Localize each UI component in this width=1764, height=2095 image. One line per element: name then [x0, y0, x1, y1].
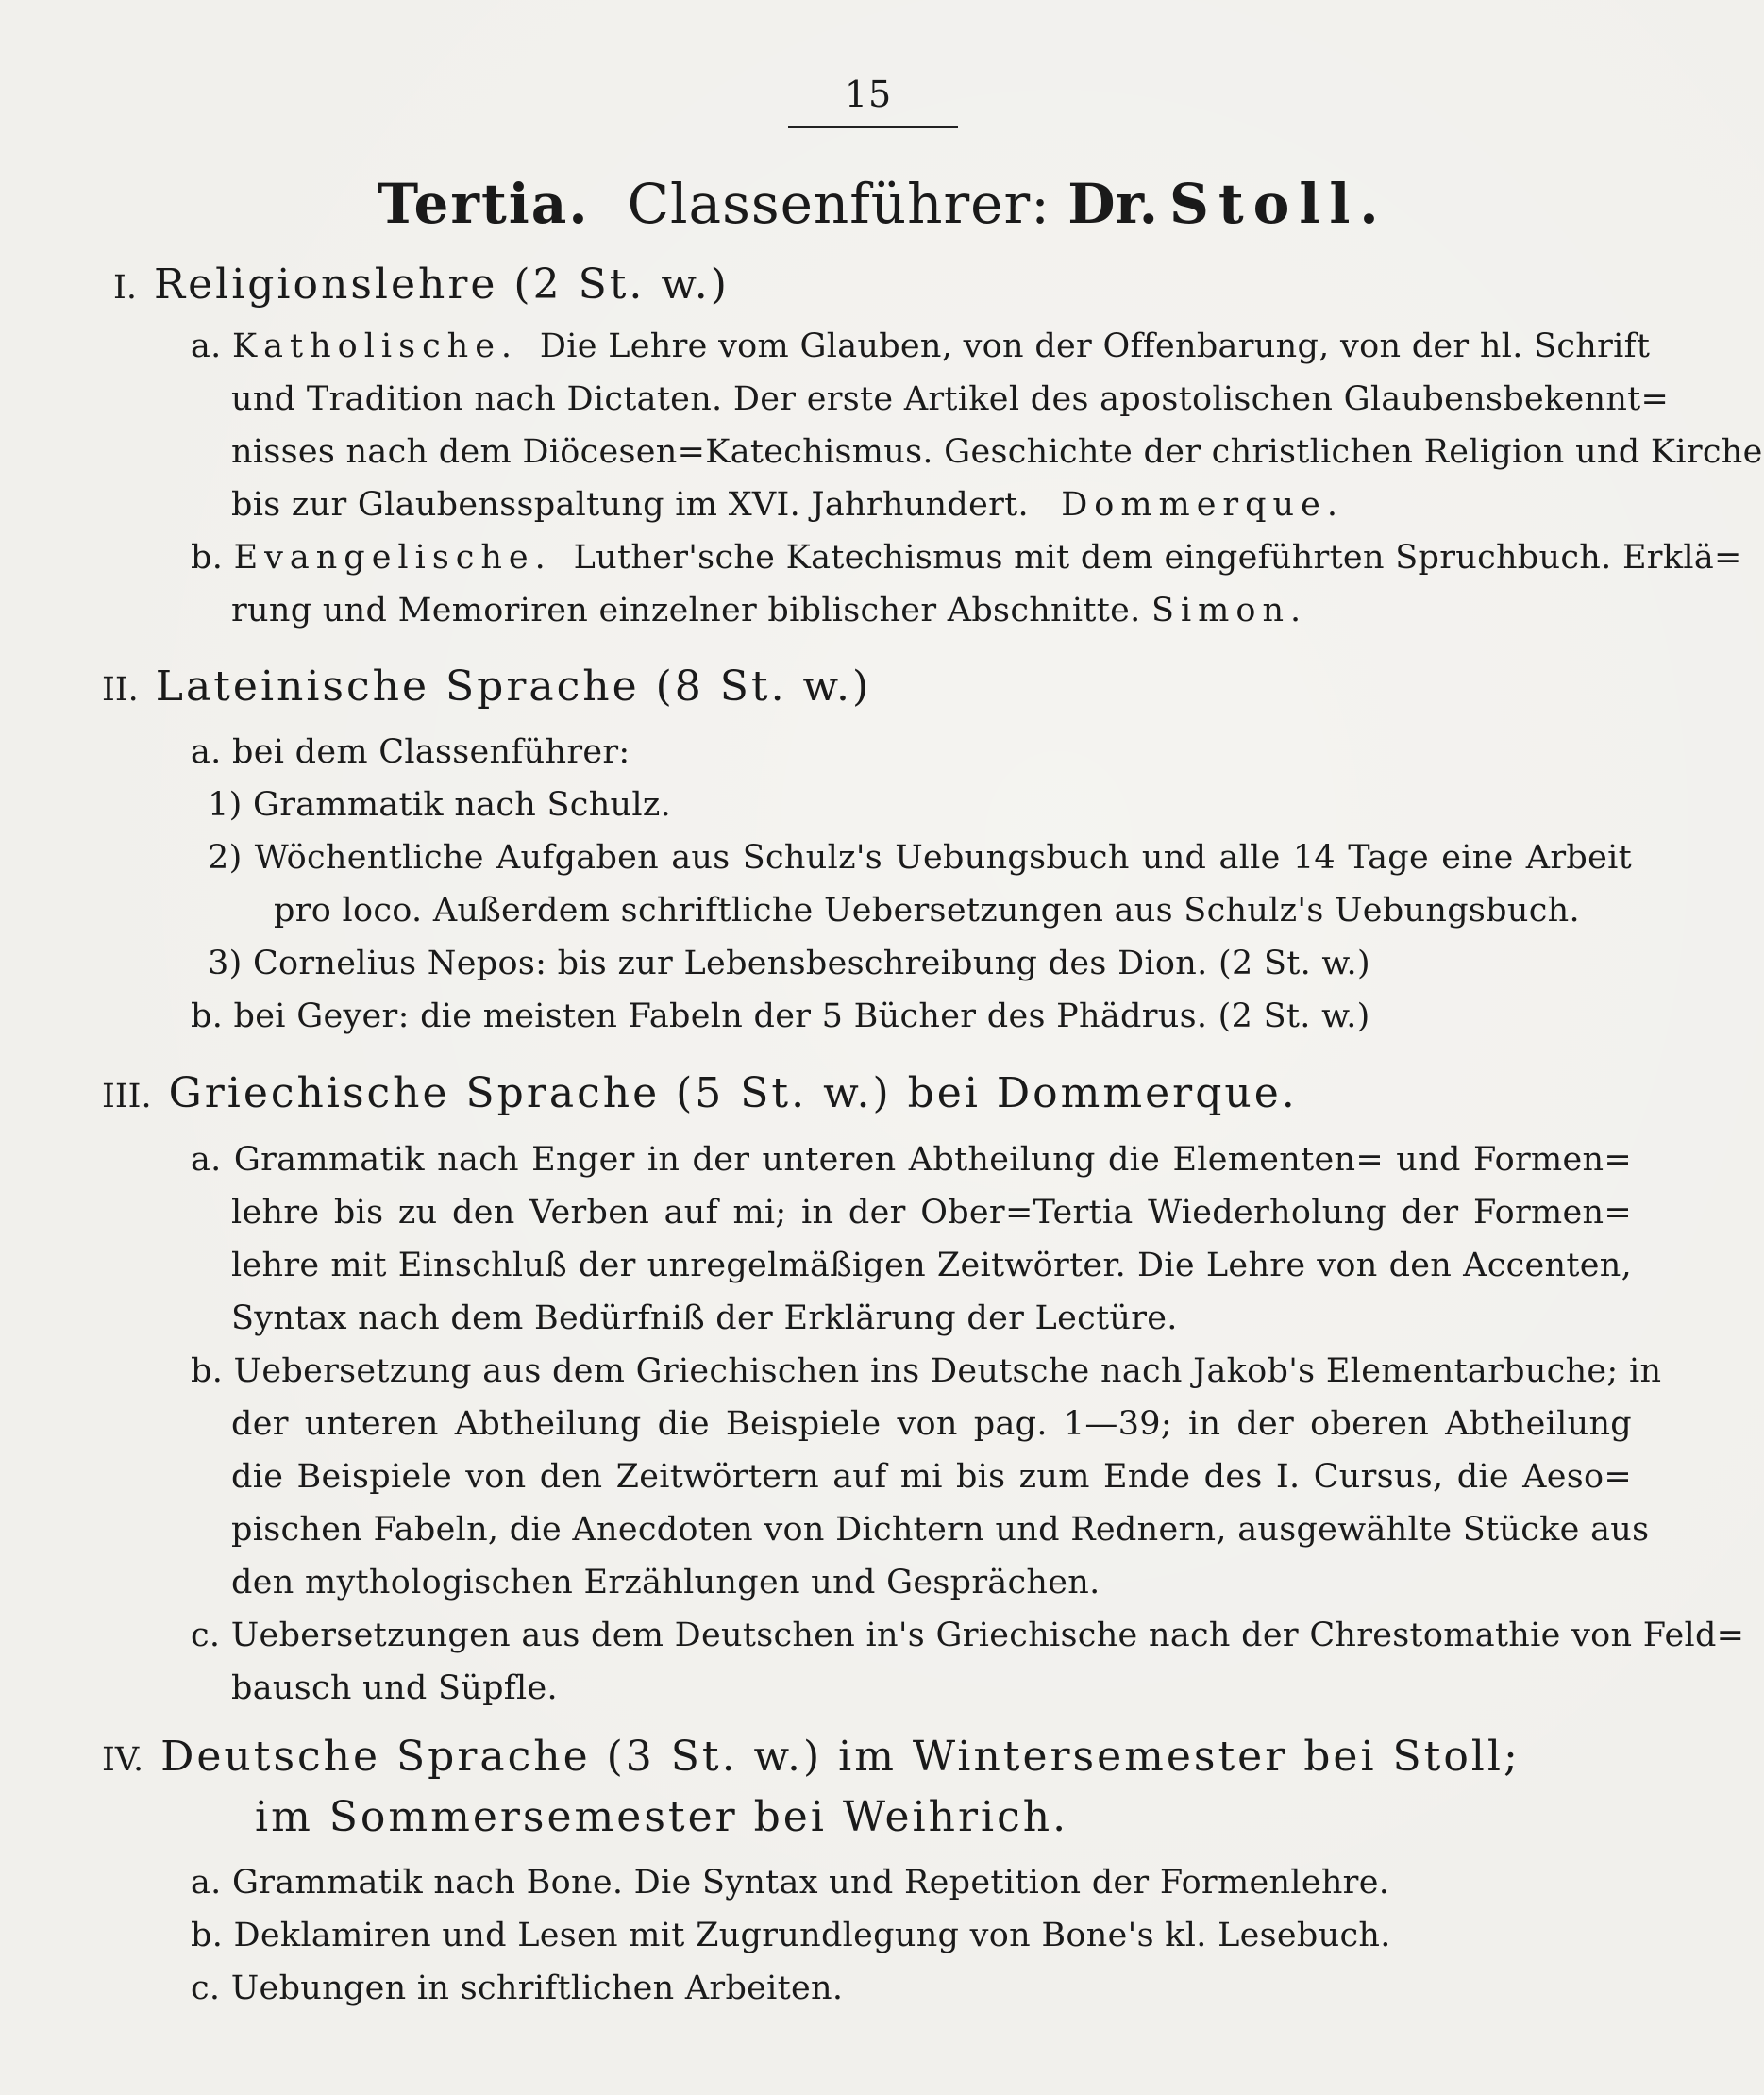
section-title: Lateinische Sprache (8 St. w.) [155, 662, 872, 711]
list-item-continuation: pro loco. Außerdem schriftliche Uebersetzungen aus Schulz's Uebungsbuch. [274, 892, 1580, 930]
section-number: III. [102, 1078, 152, 1115]
class-name: Tertia. [378, 172, 590, 236]
section-heading-continuation: im Sommersemester bei Weihrich. [255, 1793, 1069, 1841]
paragraph-line: bis zur Glaubensspaltung im XVI. Jahrhundert. Dommerque. [231, 486, 1344, 524]
paragraph-line: b. Evangelische. Luther'sche Katechismus mit dem eingeführten Spruchbuch. Erklä= [191, 539, 1742, 577]
paragraph-line: der unteren Abtheilung die Beispiele von pag. 1—39; in der oberen Abtheilung [231, 1405, 1632, 1443]
paragraph-line: den mythologischen Erzählungen und Gesprächen. [231, 1564, 1100, 1601]
class-heading [378, 172, 1416, 236]
paragraph-line: b. Deklamiren und Lesen mit Zugrundlegung von Bone's kl. Lesebuch. [191, 1917, 1391, 1954]
section-heading-religion [113, 260, 730, 312]
paragraph-line: c. Uebungen in schriftlichen Arbeiten. [191, 1969, 844, 2007]
section-number: II. [102, 671, 139, 709]
section-title: Griechische Sprache (5 St. w.) bei Dommerque. [168, 1069, 1298, 1117]
subsection-label: Evangelische. [233, 539, 552, 577]
teacher-name: Simon. [1151, 592, 1308, 629]
paragraph-line: pischen Fabeln, die Anecdoten von Dichtern und Rednern, ausgewählte Stücke aus [231, 1511, 1650, 1549]
paragraph-line: b. Uebersetzung aus dem Griechischen ins Deutsche nach Jakob's Elementarbuche; in [191, 1352, 1662, 1390]
page-number-rule [788, 126, 958, 128]
paragraph-line: nisses nach dem Diöcesen=Katechismus. Geschichte der christlichen Religion und Kirche [231, 433, 1763, 471]
section-number: IV. [102, 1741, 144, 1779]
paragraph-line: a. Grammatik nach Enger in der unteren Abtheilung die Elementen= und Formen= [191, 1141, 1632, 1179]
paragraph-line: a. Grammatik nach Bone. Die Syntax und Repetition der Formenlehre. [191, 1864, 1390, 1902]
class-teacher-name: Stoll. [1168, 172, 1388, 236]
paragraph-line: c. Uebersetzungen aus dem Deutschen in's Griechische nach der Chrestomathie von Feld= [191, 1617, 1745, 1654]
section-number: I. [113, 269, 137, 307]
paragraph-line: die Beispiele von den Zeitwörtern auf mi bis zum Ende des I. Cursus, die Aeso= [231, 1458, 1632, 1496]
section-title: Deutsche Sprache (3 St. w.) im Wintersemester bei Stoll; [160, 1733, 1520, 1781]
list-item: 2) Wöchentliche Aufgaben aus Schulz's Uebungsbuch und alle 14 Tage eine Arbeit [208, 839, 1632, 877]
paragraph-line: bausch und Süpfle. [231, 1669, 558, 1707]
paragraph-line: a. Katholische. Die Lehre vom Glauben, von der Offenbarung, von der hl. Schrift [191, 327, 1651, 365]
paragraph-line: a. bei dem Classenführer: [191, 733, 630, 771]
section-heading-german [102, 1733, 1520, 1785]
paragraph-line: lehre mit Einschluß der unregelmäßigen Zeitwörter. Die Lehre von den Accenten, [231, 1247, 1632, 1284]
teacher-name: Dommerque. [1061, 486, 1344, 524]
section-heading-latin [102, 662, 871, 714]
section-heading-greek [102, 1069, 1298, 1121]
paragraph-line: rung und Memoriren einzelner biblischer Abschnitte. Simon. [231, 592, 1308, 629]
subsection-label: Katholische. [232, 327, 519, 365]
paragraph-line: lehre bis zu den Verben auf mi; in der Ober=Tertia Wiederholung der Formen= [231, 1194, 1632, 1232]
teacher-title: Dr. [1067, 172, 1158, 236]
list-item: 3) Cornelius Nepos: bis zur Lebensbeschreibung des Dion. (2 St. w.) [208, 945, 1370, 982]
section-title: Religionslehre (2 St. w.) [153, 260, 730, 309]
list-item: 1) Grammatik nach Schulz. [208, 786, 672, 824]
class-leader-label: Classenführer: [627, 172, 1050, 236]
paragraph-line: und Tradition nach Dictaten. Der erste Artikel des apostolischen Glaubensbekennt= [231, 380, 1670, 418]
page-number: 15 [844, 74, 893, 115]
paragraph-line: Syntax nach dem Bedürfniß der Erklärung der Lectüre. [231, 1299, 1178, 1337]
paragraph-line: b. bei Geyer: die meisten Fabeln der 5 Bücher des Phädrus. (2 St. w.) [191, 997, 1370, 1035]
